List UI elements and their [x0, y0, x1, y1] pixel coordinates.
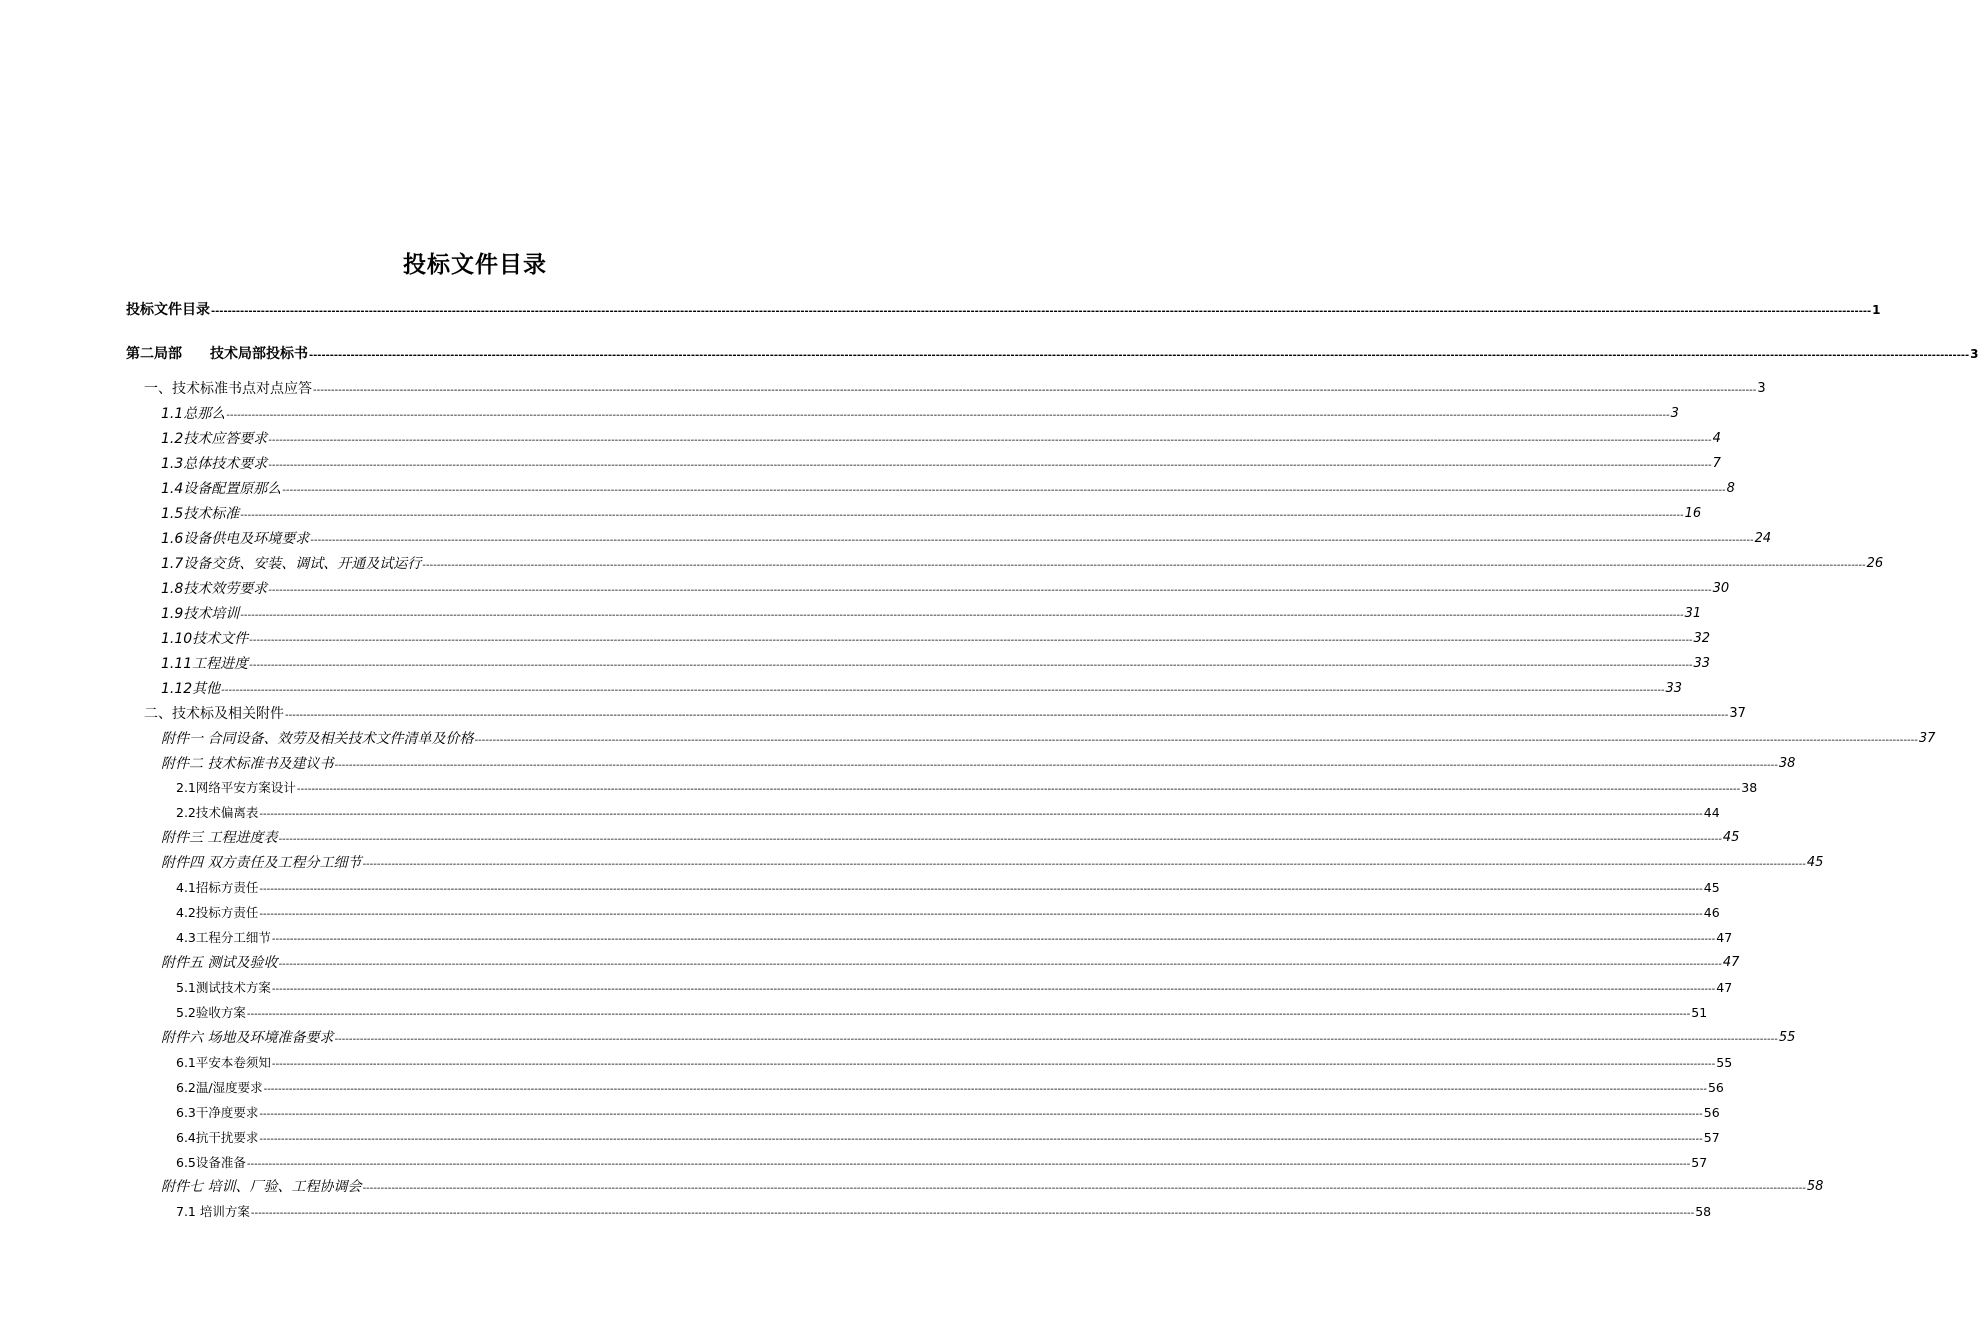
toc-page-number: 47 — [1716, 980, 1733, 995]
toc-entry[interactable] — [161, 630, 1711, 648]
toc-entry-label: 4.3工程分工细节 — [176, 930, 271, 945]
toc-entry-label: 7.1 培训方案 — [176, 1204, 250, 1219]
toc-entry-label: 6.4抗干扰要求 — [176, 1130, 259, 1145]
toc-page-number: 37 — [1918, 731, 1936, 746]
toc-entry-label: 第二局部 技术局部投标书 — [126, 346, 308, 362]
toc-leader-dots: ---------------------------------------------------------------------------------------------------------------------------------------------------------------------------------------------------------------------------------------------------------------------------------------------------------------------------------------------------------------------------------------------------------------- — [249, 635, 1693, 646]
toc-leader-dots: ---------------------------------------------------------------------------------------------------------------------------------------------------------------------------------------------------------------------------------------------------------------------------------------------------------------------------------------------------------------------------------------------------------------- — [334, 1034, 1778, 1045]
toc-entry-label: 附件三 工程进度表 — [161, 830, 278, 846]
toc-entry[interactable] — [161, 405, 1679, 423]
toc-entry-label: 1.8技术效劳要求 — [161, 581, 268, 597]
toc-leader-dots: ---------------------------------------------------------------------------------------------------------------------------------------------------------------------------------------------------------------------------------------------------------------------------------------------------------------------------------------------------------------------------------------------------------------- — [474, 735, 1918, 746]
toc-entry[interactable] — [161, 655, 1711, 673]
toc-leader-dots: ---------------------------------------------------------------------------------------------------------------------------------------------------------------------------------------------------------------------------------------------------------------------------------------------------------------------------------------------------------------------------------------------------------------- — [285, 710, 1729, 721]
toc-leader-dots: ---------------------------------------------------------------------------------------------------------------------------------------------------------------------------------------------------------------------------------------------------------------------------------------------------------------------------------------------------------------------------------------------------------------- — [221, 685, 1665, 696]
toc-page-number: 3 — [1670, 406, 1679, 421]
toc-page-number: 47 — [1722, 955, 1740, 970]
toc-entry[interactable] — [176, 929, 1733, 947]
toc-leader-dots: ---------------------------------------------------------------------------------------------------------------------------------------------------------------------------------------------------------------------------------------------------------------------------------------------------------------------------------------------------------------------------------------------------------------- — [282, 485, 1726, 496]
toc-entry-label: 1.11工程进度 — [161, 656, 249, 672]
toc-entry-label: 附件七 培训、厂验、工程协调会 — [161, 1179, 362, 1195]
toc-page-number: 31 — [1684, 606, 1702, 621]
toc-page-number: 38 — [1778, 756, 1796, 771]
toc-entry[interactable] — [161, 1178, 1824, 1196]
toc-page-number: 4 — [1712, 431, 1721, 446]
toc-entry[interactable] — [176, 904, 1720, 922]
toc-leader-dots: ---------------------------------------------------------------------------------------------------------------------------------------------------------------------------------------------------------------------------------------------------------------------------------------------------------------------------------------------------------------------------------------------------------------- — [226, 410, 1670, 421]
toc-leader-dots: ---------------------------------------------------------------------------------------------------------------------------------------------------------------------------------------------------------------------------------------------------------------------------------------------------------------------------------------------------------------------------------------------------------------- — [249, 660, 1693, 671]
toc-page-number: 57 — [1703, 1130, 1720, 1145]
toc-entry[interactable] — [176, 1129, 1720, 1147]
toc-page-number: 45 — [1806, 855, 1824, 870]
toc-entry-label: 1.7设备交货、安装、调试、开通及试运行 — [161, 556, 422, 572]
toc-entry[interactable] — [161, 730, 1936, 748]
toc-entry-label: 投标文件目录 — [126, 302, 210, 318]
toc-leader-dots: ---------------------------------------------------------------------------------------------------------------------------------------------------------------------------------------------------------------------------------------------------------------------------------------------------------------------------------------------------------------------------------------------------------------- — [310, 535, 1754, 546]
toc-entry-label: 1.2技术应答要求 — [161, 431, 268, 447]
toc-entry[interactable] — [176, 1079, 1724, 1097]
toc-page-number: 45 — [1703, 880, 1720, 895]
toc-leader-dots: ---------------------------------------------------------------------------------------------------------------------------------------------------------------------------------------------------------------------------------------------------------------------------------------------------------------------------------------------------------------------------------------------------------------- — [313, 385, 1757, 396]
toc-leader-dots: ---------------------------------------------------------------------------------------------------------------------------------------------------------------------------------------------------------------------------------------------------------------------------------------------------------------------------------------------------------------------------------------------------------------- — [246, 1159, 1691, 1170]
toc-page-number: 16 — [1684, 506, 1702, 521]
toc-entry-label: 1.10技术文件 — [161, 631, 249, 647]
toc-page-number: 45 — [1722, 830, 1740, 845]
toc-leader-dots: ---------------------------------------------------------------------------------------------------------------------------------------------------------------------------------------------------------------------------------------------------------------------------------------------------------------------------------------------------------------------------------------------------------------- — [271, 1059, 1716, 1070]
toc-leader-dots: ---------------------------------------------------------------------------------------------------------------------------------------------------------------------------------------------------------------------------------------------------------------------------------------------------------------------------------------------------------------------------------------------------------------- — [271, 934, 1716, 945]
toc-entry[interactable] — [176, 1054, 1733, 1072]
toc-leader-dots: ---------------------------------------------------------------------------------------------------------------------------------------------------------------------------------------------------------------------------------------------------------------------------------------------------------------------------------------------------------------------------------------------------------------- — [309, 350, 1970, 361]
toc-entry-label: 2.1网络平安方案设计 — [176, 780, 296, 795]
toc-entry[interactable] — [161, 680, 1683, 698]
toc-entry[interactable] — [144, 380, 1766, 398]
toc-page-number: 58 — [1806, 1179, 1824, 1194]
toc-entry[interactable] — [144, 705, 1746, 723]
toc-leader-dots: ---------------------------------------------------------------------------------------------------------------------------------------------------------------------------------------------------------------------------------------------------------------------------------------------------------------------------------------------------------------------------------------------------------------- — [278, 959, 1722, 970]
toc-leader-dots: ---------------------------------------------------------------------------------------------------------------------------------------------------------------------------------------------------------------------------------------------------------------------------------------------------------------------------------------------------------------------------------------------------------------- — [259, 884, 1703, 895]
toc-leader-dots: ---------------------------------------------------------------------------------------------------------------------------------------------------------------------------------------------------------------------------------------------------------------------------------------------------------------------------------------------------------------------------------------------------------------- — [268, 460, 1712, 471]
toc-page-number: 47 — [1716, 930, 1733, 945]
toc-page-number: 33 — [1693, 656, 1711, 671]
toc-page-number: 24 — [1754, 531, 1772, 546]
toc-leader-dots: ---------------------------------------------------------------------------------------------------------------------------------------------------------------------------------------------------------------------------------------------------------------------------------------------------------------------------------------------------------------------------------------------------------------- — [362, 1183, 1806, 1194]
toc-leader-dots: ---------------------------------------------------------------------------------------------------------------------------------------------------------------------------------------------------------------------------------------------------------------------------------------------------------------------------------------------------------------------------------------------------------------- — [240, 510, 1684, 521]
toc-leader-dots: ---------------------------------------------------------------------------------------------------------------------------------------------------------------------------------------------------------------------------------------------------------------------------------------------------------------------------------------------------------------------------------------------------------------- — [259, 1109, 1703, 1120]
toc-leader-dots: ---------------------------------------------------------------------------------------------------------------------------------------------------------------------------------------------------------------------------------------------------------------------------------------------------------------------------------------------------------------------------------------------------------------- — [246, 1009, 1691, 1020]
toc-entry[interactable] — [161, 755, 1796, 773]
toc-leader-dots: ---------------------------------------------------------------------------------------------------------------------------------------------------------------------------------------------------------------------------------------------------------------------------------------------------------------------------------------------------------------------------------------------------------------- — [250, 1208, 1695, 1219]
toc-entry-label: 1.12其他 — [161, 681, 221, 697]
toc-page-number: 57 — [1691, 1155, 1708, 1170]
toc-leader-dots: ---------------------------------------------------------------------------------------------------------------------------------------------------------------------------------------------------------------------------------------------------------------------------------------------------------------------------------------------------------------------------------------------------------------- — [259, 1134, 1703, 1145]
toc-page-number: 7 — [1712, 456, 1721, 471]
toc-entry[interactable] — [176, 1154, 1708, 1172]
toc-entry-label: 1.4设备配置原那么 — [161, 481, 282, 497]
toc-page-number: 55 — [1778, 1030, 1796, 1045]
toc-entry-label: 5.2验收方案 — [176, 1005, 246, 1020]
toc-page-number: 3 — [1970, 347, 1979, 361]
toc-leader-dots: ---------------------------------------------------------------------------------------------------------------------------------------------------------------------------------------------------------------------------------------------------------------------------------------------------------------------------------------------------------------------------------------------------------------- — [268, 585, 1712, 596]
toc-entry-label: 2.2技术偏离表 — [176, 805, 259, 820]
toc-entry-label: 6.1平安本卷须知 — [176, 1055, 271, 1070]
toc-entry-label: 6.5设备准备 — [176, 1155, 246, 1170]
toc-entry-label: 4.2投标方责任 — [176, 905, 259, 920]
toc-entry[interactable] — [161, 480, 1735, 498]
toc-entry-label: 附件六 场地及环境准备要求 — [161, 1030, 334, 1046]
toc-page-number: 56 — [1703, 1105, 1720, 1120]
toc-page-number: 37 — [1729, 706, 1746, 721]
toc-entry-label: 附件一 合同设备、效劳及相关技术文件清单及价格 — [161, 731, 474, 747]
toc-leader-dots: ---------------------------------------------------------------------------------------------------------------------------------------------------------------------------------------------------------------------------------------------------------------------------------------------------------------------------------------------------------------------------------------------------------------- — [268, 435, 1712, 446]
toc-entry-label: 1.1总那么 — [161, 406, 226, 422]
toc-entry-label: 附件四 双方责任及工程分工细节 — [161, 855, 362, 871]
toc-page-number: 32 — [1693, 631, 1711, 646]
toc-entry[interactable] — [176, 1203, 1712, 1221]
toc-leader-dots: ---------------------------------------------------------------------------------------------------------------------------------------------------------------------------------------------------------------------------------------------------------------------------------------------------------------------------------------------------------------------------------------------------------------- — [362, 859, 1806, 870]
toc-leader-dots: ---------------------------------------------------------------------------------------------------------------------------------------------------------------------------------------------------------------------------------------------------------------------------------------------------------------------------------------------------------------------------------------------------------------- — [259, 909, 1703, 920]
toc-page-number: 1 — [1872, 303, 1881, 317]
toc-entry-label: 附件二 技术标准书及建议书 — [161, 756, 334, 772]
toc-leader-dots: ---------------------------------------------------------------------------------------------------------------------------------------------------------------------------------------------------------------------------------------------------------------------------------------------------------------------------------------------------------------------------------------------------------------- — [271, 984, 1716, 995]
toc-leader-dots: ---------------------------------------------------------------------------------------------------------------------------------------------------------------------------------------------------------------------------------------------------------------------------------------------------------------------------------------------------------------------------------------------------------------- — [278, 834, 1722, 845]
toc-entry-label: 二、技术标及相关附件 — [144, 706, 284, 722]
toc-page-number: 3 — [1757, 381, 1766, 396]
toc-entry[interactable] — [161, 580, 1730, 598]
toc-entry-label: 5.1测试技术方案 — [176, 980, 271, 995]
toc-page-number: 44 — [1703, 805, 1720, 820]
toc-entry[interactable] — [126, 301, 1881, 319]
toc-entry[interactable] — [176, 1104, 1720, 1122]
toc-entry-label: 附件五 测试及验收 — [161, 955, 278, 971]
toc-entry[interactable] — [176, 879, 1720, 897]
toc-leader-dots: ---------------------------------------------------------------------------------------------------------------------------------------------------------------------------------------------------------------------------------------------------------------------------------------------------------------------------------------------------------------------------------------------------------------- — [211, 306, 1872, 317]
toc-entry[interactable] — [176, 779, 1758, 797]
toc-leader-dots: ---------------------------------------------------------------------------------------------------------------------------------------------------------------------------------------------------------------------------------------------------------------------------------------------------------------------------------------------------------------------------------------------------------------- — [259, 809, 1703, 820]
toc-entry-label: 4.1招标方责任 — [176, 880, 259, 895]
toc-entry-label: 1.5技术标准 — [161, 506, 240, 522]
toc-entry[interactable] — [161, 1029, 1796, 1047]
page-title: 投标文件目录 — [403, 252, 547, 278]
toc-leader-dots: ---------------------------------------------------------------------------------------------------------------------------------------------------------------------------------------------------------------------------------------------------------------------------------------------------------------------------------------------------------------------------------------------------------------- — [334, 760, 1778, 771]
toc-entry-label: 1.3总体技术要求 — [161, 456, 268, 472]
toc-entry[interactable] — [161, 455, 1721, 473]
toc-entry-label: 6.3干净度要求 — [176, 1105, 259, 1120]
toc-leader-dots: ---------------------------------------------------------------------------------------------------------------------------------------------------------------------------------------------------------------------------------------------------------------------------------------------------------------------------------------------------------------------------------------------------------------- — [422, 560, 1866, 571]
toc-entry[interactable] — [126, 345, 1979, 363]
toc-entry-label: 一、技术标准书点对点应答 — [144, 381, 312, 397]
toc-page-number: 26 — [1866, 556, 1884, 571]
toc-page-number: 51 — [1691, 1005, 1708, 1020]
toc-page-number: 55 — [1716, 1055, 1733, 1070]
toc-entry[interactable] — [176, 804, 1720, 822]
toc-entry[interactable] — [176, 1004, 1708, 1022]
toc-entry[interactable] — [161, 555, 1884, 573]
toc-entry-label: 1.9技术培训 — [161, 606, 240, 622]
toc-page-number: 38 — [1741, 780, 1758, 795]
toc-entry[interactable] — [176, 979, 1733, 997]
toc-page-number: 8 — [1726, 481, 1735, 496]
toc-page-number: 56 — [1707, 1080, 1724, 1095]
toc-leader-dots: ---------------------------------------------------------------------------------------------------------------------------------------------------------------------------------------------------------------------------------------------------------------------------------------------------------------------------------------------------------------------------------------------------------------- — [263, 1084, 1707, 1095]
toc-entry-label: 6.2温/湿度要求 — [176, 1080, 263, 1095]
toc-entry[interactable] — [161, 605, 1702, 623]
toc-entry[interactable] — [161, 530, 1772, 548]
toc-entry[interactable] — [161, 430, 1721, 448]
toc-entry[interactable] — [161, 854, 1824, 872]
toc-entry[interactable] — [161, 505, 1702, 523]
toc-leader-dots: ---------------------------------------------------------------------------------------------------------------------------------------------------------------------------------------------------------------------------------------------------------------------------------------------------------------------------------------------------------------------------------------------------------------- — [296, 784, 1741, 795]
toc-page-number: 46 — [1703, 905, 1720, 920]
toc-leader-dots: ---------------------------------------------------------------------------------------------------------------------------------------------------------------------------------------------------------------------------------------------------------------------------------------------------------------------------------------------------------------------------------------------------------------- — [240, 610, 1684, 621]
toc-entry[interactable] — [161, 829, 1740, 847]
toc-entry-label: 1.6设备供电及环境要求 — [161, 531, 310, 547]
toc-entry[interactable] — [161, 954, 1740, 972]
toc-page-number: 30 — [1712, 581, 1730, 596]
toc-page-number: 33 — [1665, 681, 1683, 696]
toc-page-number: 58 — [1695, 1204, 1712, 1219]
